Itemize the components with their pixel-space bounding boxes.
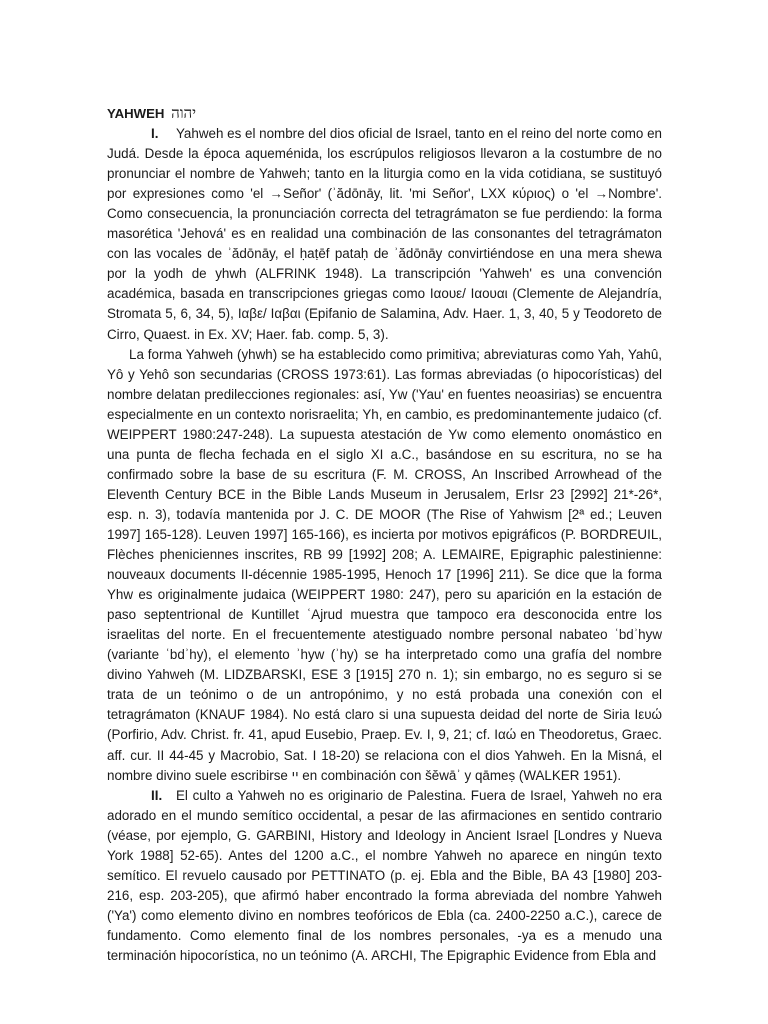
section-2-paragraph: [107, 786, 662, 966]
section-1-label: I.: [151, 126, 159, 142]
section-1-paragraph: [107, 124, 662, 345]
paragraph-2: La forma Yahweh (yhwh) se ha establecido como primitiva; abreviaturas como Yah, Yahû, Yô y Yehô son secundarias (CROSS 1973:61). Las formas abreviadas (o hipocorísticas) del nombre delatan predilecciones regionales: así, Yw ('Yau' en fuentes neoasirias) se encuentra especialmente en un contexto norisraelita; Yh, en cambio, es predominantemente judaico (cf. WEIPPERT 1980:247-248). La supuesta atestación de Yw como elemento onomástico en una punta de flecha fechada en el siglo XI a.C., basándose en su escritura, no se ha confirmado sobre la base de su escritura (F. M. CROSS, An Inscribed Arrowhead of the Eleventh Century BCE in the Bible Lands Museum in Jerusalem, ErIsr 23 [2992] 21*-26*, esp. n. 3), todavía mantenida por J. C. DE MOOR (The Rise of Yahwism [2ª ed.; Leuven 1997] 165-128). Leuven 1997] 165-166), es incierta por motivos epigráficos (P. BORDREUIL, Flèches pheniciennes inscrites, RB 99 [1992] 208; A. LEMAIRE, Epigraphic palestinienne: nouveaux documents II-décennie 1985-1995, Henoch 17 [1996] 211). Se dice que la forma Yhw es originalmente judaica (WEIPPERT 1980: 247), pero su aparición en la estación de paso septentrional de Kuntillet ʿAjrud muestra que tampoco era desconocida entre los israelitas del norte. En el frecuentemente atestiguado nombre personal nabateo ʿbdʾhyw (variante ʿbdʾhy), el elemento ʾhyw (ʾhy) se ha interpretado como una grafía del nombre divino Yahweh (M. LIDZBARSKI, ESE 3 [1915] 270 n. 1); sin embargo, no es seguro si se trata de un teónimo o de un antropónimo, y no está probada una conexión con el tetragrámaton (KNAUF 1984). No está claro si una supuesta deidad del norte de Siria Ιευώ (Porfirio, Adv. Christ. fr. 41, apud Eusebio, Praep. Ev. I, 9, 21; cf. Ιαώ en Theodoretus, Graec. aff. cur. II 44-45 y Macrobio, Sat. I 18-20) se relaciona con el dios Yahweh. En la Misná, el nombre divino suele escribirse יי en combinación con šĕwāʾ y qāmeṣ (WALKER 1951).: [107, 346, 662, 783]
section-2-label: II.: [151, 787, 163, 803]
title-text: YAHWEH: [107, 106, 165, 121]
section-2-text: El culto a Yahweh no es originario de Palestina. Fuera de Israel, Yahweh no era adorado en el mundo semítico occidental, a pesar de las afirmaciones en sentido contrario (véase, por ejemplo, G. GARBINI, History and Ideology in Ancient Israel [Londres y Nueva York 1988] 52-65). Antes del 1200 a.C., el nombre Yahweh no aparece en ningún texto semítico. El revuelo causado por PETTINATO (p. ej. Ebla and the Bible, BA 43 [1980] 203-216, esp. 203-205), que afirmó haber encontrado la forma abreviada del nombre Yahweh ('Ya') como elemento divino en nombres teofóricos de Ebla (ca. 2400-2250 a.C.), carece de fundamento. Como elemento final de los nombres personales, -ya es a menudo una terminación hipocorística, no un teónimo (A. ARCHI, The Epigraphic Evidence from Ebla and: [107, 787, 662, 963]
section-1-text: Yahweh es el nombre del dios oficial de Israel, tanto en el reino del norte como en Judá. Desde la época aqueménida, los escrúpulos religiosos llevaron a la costumbre de no pronunciar el nombre de Yahweh; tanto en la liturgia como en la vida cotidiana, se sustituyó por expresiones como 'el →Señor' (ʾădōnāy, lit. 'mi Señor', LXX κύριος) o 'el →Nombre'. Como consecuencia, la pronunciación correcta del tetragrámaton se fue perdiendo: la forma masorética 'Jehová' es en realidad una combinación de las consonantes del tetragrámaton con las vocales de ʾădōnāy, el ḥaṭēf pataḥ de ʾădōnāy convirtiéndose en una mera shewa por la yodh de yhwh (ALFRINK 1948). La transcripción 'Yahweh' es una convención académica, basada en transcripciones griegas como Ιαουε/ Ιαουαι (Clemente de Alejandría, Stromata 5, 6, 34, 5), Ιαβε/ Ιαβαι (Epifanio de Salamina, Adv. Haer. 1, 3, 40, 5 y Teodoreto de Cirro, Quaest. in Ex. XV; Haer. fab. comp. 5, 3).: [107, 126, 662, 342]
entry-title: [107, 103, 662, 124]
title-hebrew: יהוה: [171, 104, 197, 122]
document-page: [107, 103, 662, 966]
